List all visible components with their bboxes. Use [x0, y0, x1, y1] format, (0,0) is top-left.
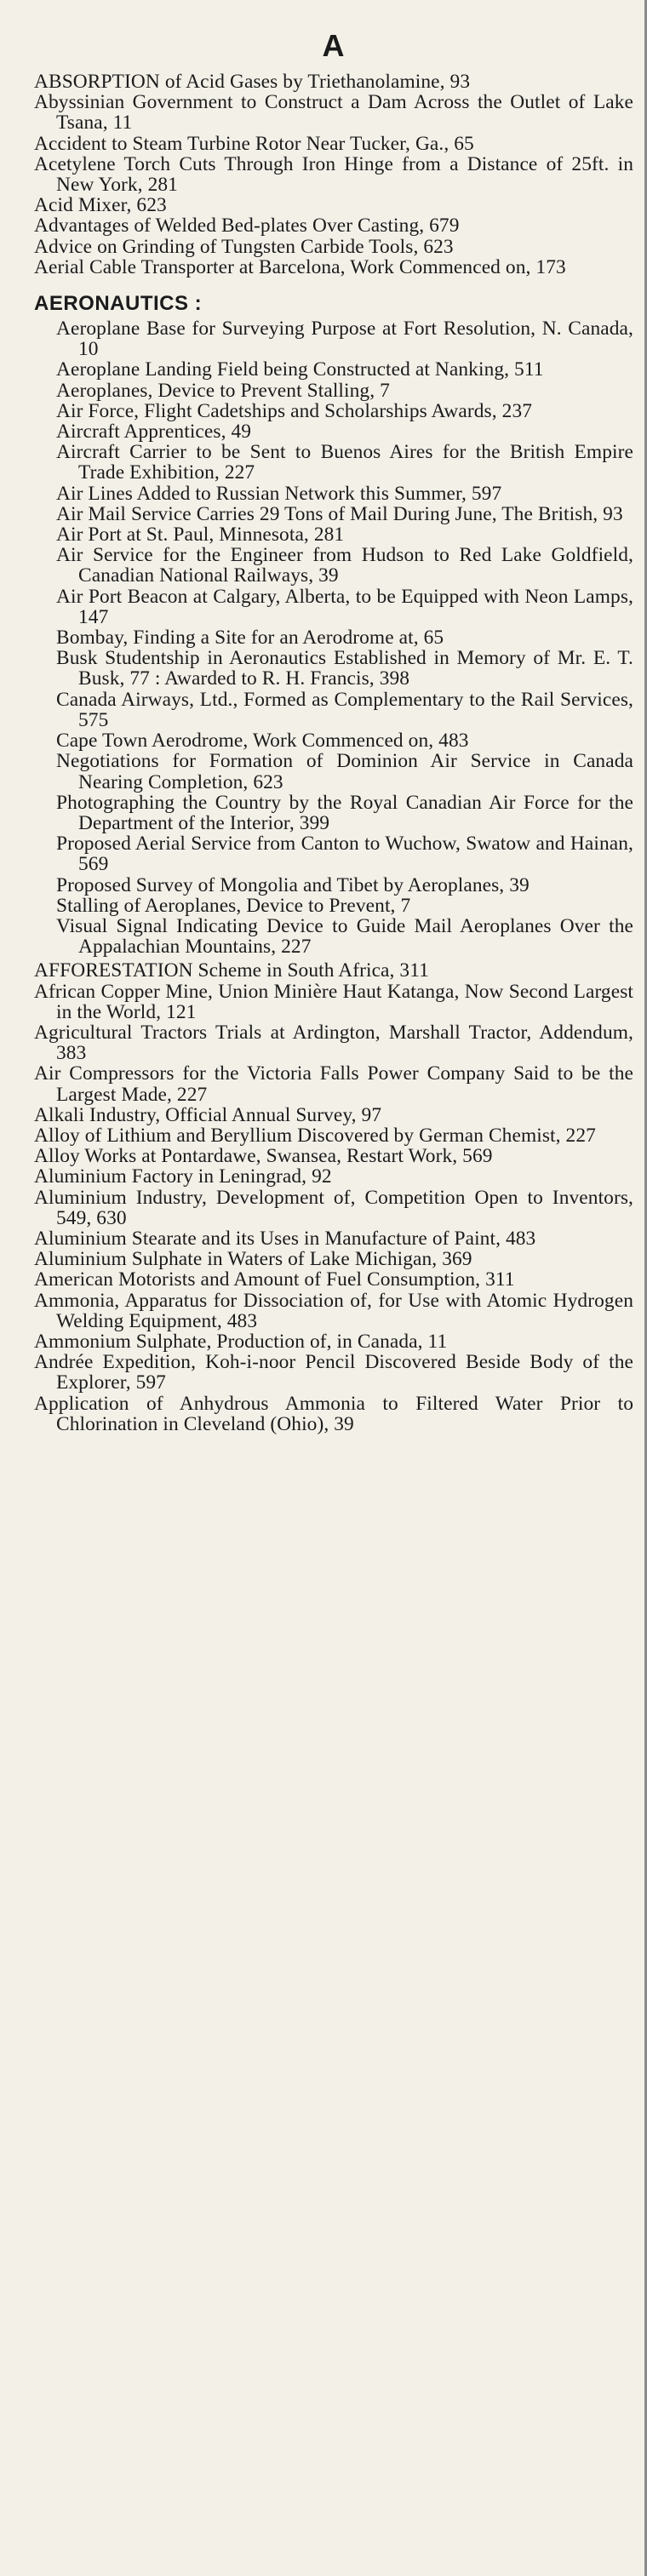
index-entry: Aluminium Stearate and its Uses in Manufacture of Paint, 483 [34, 1227, 536, 1250]
index-entry: Agricultural Tractors Trials at Ardington, Marshall Tractor, Addendum, 383 [34, 1021, 633, 1065]
index-entry: Aluminium Industry, Development of, Competition Open to Inventors, 549, 630 [34, 1186, 633, 1229]
index-entry: Acetylene Torch Cuts Through Iron Hinge from a Distance of 25ft. in New York, 281 [34, 152, 633, 197]
sub-entry: Canada Airways, Ltd., Formed as Complementary to the Rail Services, 575 [56, 688, 633, 731]
sub-entry: Aeroplane Landing Field being Constructed at Nanking, 511 [56, 358, 544, 381]
entries-after-list [34, 960, 633, 1434]
sub-entry: Aeroplanes, Device to Prevent Stalling, 7 [56, 379, 390, 402]
index-entry: Abyssinian Government to Construct a Dam Across the Outlet of Lake Tsana, 11 [34, 91, 633, 135]
sub-entry: Air Mail Service Carries 29 Tons of Mail During June, The British, 93 [56, 502, 623, 525]
sub-entry: Air Service for the Engineer from Hudson to Red Lake Goldfield, Canadian National Railways, 39 [56, 544, 633, 587]
entries-before-list [34, 72, 633, 278]
index-entry: Alkali Industry, Official Annual Survey, 97 [34, 1103, 382, 1126]
sub-entry: Air Port Beacon at Calgary, Alberta, to be Equipped with Neon Lamps, 147 [56, 585, 633, 628]
index-entry: Application of Anhydrous Ammonia to Filtered Water Prior to Chlorination in Cleveland (Ohio), 39 [34, 1392, 633, 1435]
sub-entry: Stalling of Aeroplanes, Device to Prevent, 7 [56, 894, 411, 917]
sub-entry: Proposed Survey of Mongolia and Tibet by Aeroplanes, 39 [56, 873, 530, 896]
aeronautics-subentries [34, 318, 633, 957]
index-entry: African Copper Mine, Union Minière Haut Katanga, Now Second Largest in the World, 121 [34, 980, 633, 1023]
index-entry: American Motorists and Amount of Fuel Consumption, 311 [34, 1268, 515, 1291]
sub-entry: Negotiations for Formation of Dominion Air Service in Canada Nearing Completion, 623 [56, 750, 633, 793]
index-entry: Aluminium Sulphate in Waters of Lake Michigan, 369 [34, 1248, 472, 1271]
index-entry: Ammonia, Apparatus for Dissociation of, for Use with Atomic Hydrogen Welding Equipment, 483 [34, 1289, 633, 1332]
index-entry: AFFORESTATION Scheme in South Africa, 311 [34, 959, 429, 982]
sub-entry: Aircraft Apprentices, 49 [56, 421, 252, 444]
index-entry: Alloy of Lithium and Beryllium Discovered by German Chemist, 227 [34, 1124, 596, 1147]
index-entry: Acid Mixer, 623 [34, 194, 167, 217]
index-entry: Accident to Steam Turbine Rotor Near Tucker, Ga., 65 [34, 132, 474, 155]
index-entry: Alloy Works at Pontardawe, Swansea, Restart Work, 569 [34, 1145, 493, 1168]
index-entry: Advice on Grinding of Tungsten Carbide Tools, 623 [34, 235, 454, 258]
sub-entry: Air Lines Added to Russian Network this Summer, 597 [56, 482, 502, 505]
sub-entry: Busk Studentship in Aeronautics Established in Memory of Mr. E. T. Busk, 77 : Awarded to R. H. Francis, 398 [56, 647, 633, 690]
sub-entry: Air Port at St. Paul, Minnesota, 281 [56, 524, 345, 547]
index-entry: Advantages of Welded Bed-plates Over Casting, 679 [34, 215, 460, 238]
index-entry: Aluminium Factory in Leningrad, 92 [34, 1165, 332, 1188]
sub-entry: Aeroplane Base for Surveying Purpose at Fort Resolution, N. Canada, 10 [56, 318, 633, 361]
section-heading-aeronautics: AERONAUTICS : [34, 292, 203, 316]
sub-entry: Visual Signal Indicating Device to Guide Mail Aeroplanes Over the Appalachian Mountains, 227 [56, 914, 633, 959]
sub-entry: Photographing the Country by the Royal Canadian Air Force for the Department of the Interior, 399 [56, 791, 633, 834]
index-entry: Ammonium Sulphate, Production of, in Canada, 11 [34, 1330, 448, 1353]
index-entry: Andrée Expedition, Koh-i-noor Pencil Discovered Beside Body of the Explorer, 597 [34, 1351, 633, 1394]
index-entry: Air Compressors for the Victoria Falls Power Company Said to be the Largest Made, 227 [34, 1062, 633, 1106]
sub-entry: Proposed Aerial Service from Canton to Wuchow, Swatow and Hainan, 569 [56, 833, 633, 876]
sub-entry: Aircraft Carrier to be Sent to Buenos Aires for the British Empire Trade Exhibition, 227 [56, 441, 633, 484]
sub-entry: Bombay, Finding a Site for an Aerodrome at, 65 [56, 627, 444, 650]
index-letter-heading: A [322, 28, 346, 63]
index-entry: ABSORPTION of Acid Gases by Triethanolamine, 93 [34, 71, 471, 93]
index-entry: Aerial Cable Transporter at Barcelona, Work Commenced on, 173 [34, 255, 566, 278]
sub-entry: Air Force, Flight Cadetships and Scholarships Awards, 237 [56, 399, 533, 422]
sub-entry: Cape Town Aerodrome, Work Commenced on, 483 [56, 730, 469, 753]
